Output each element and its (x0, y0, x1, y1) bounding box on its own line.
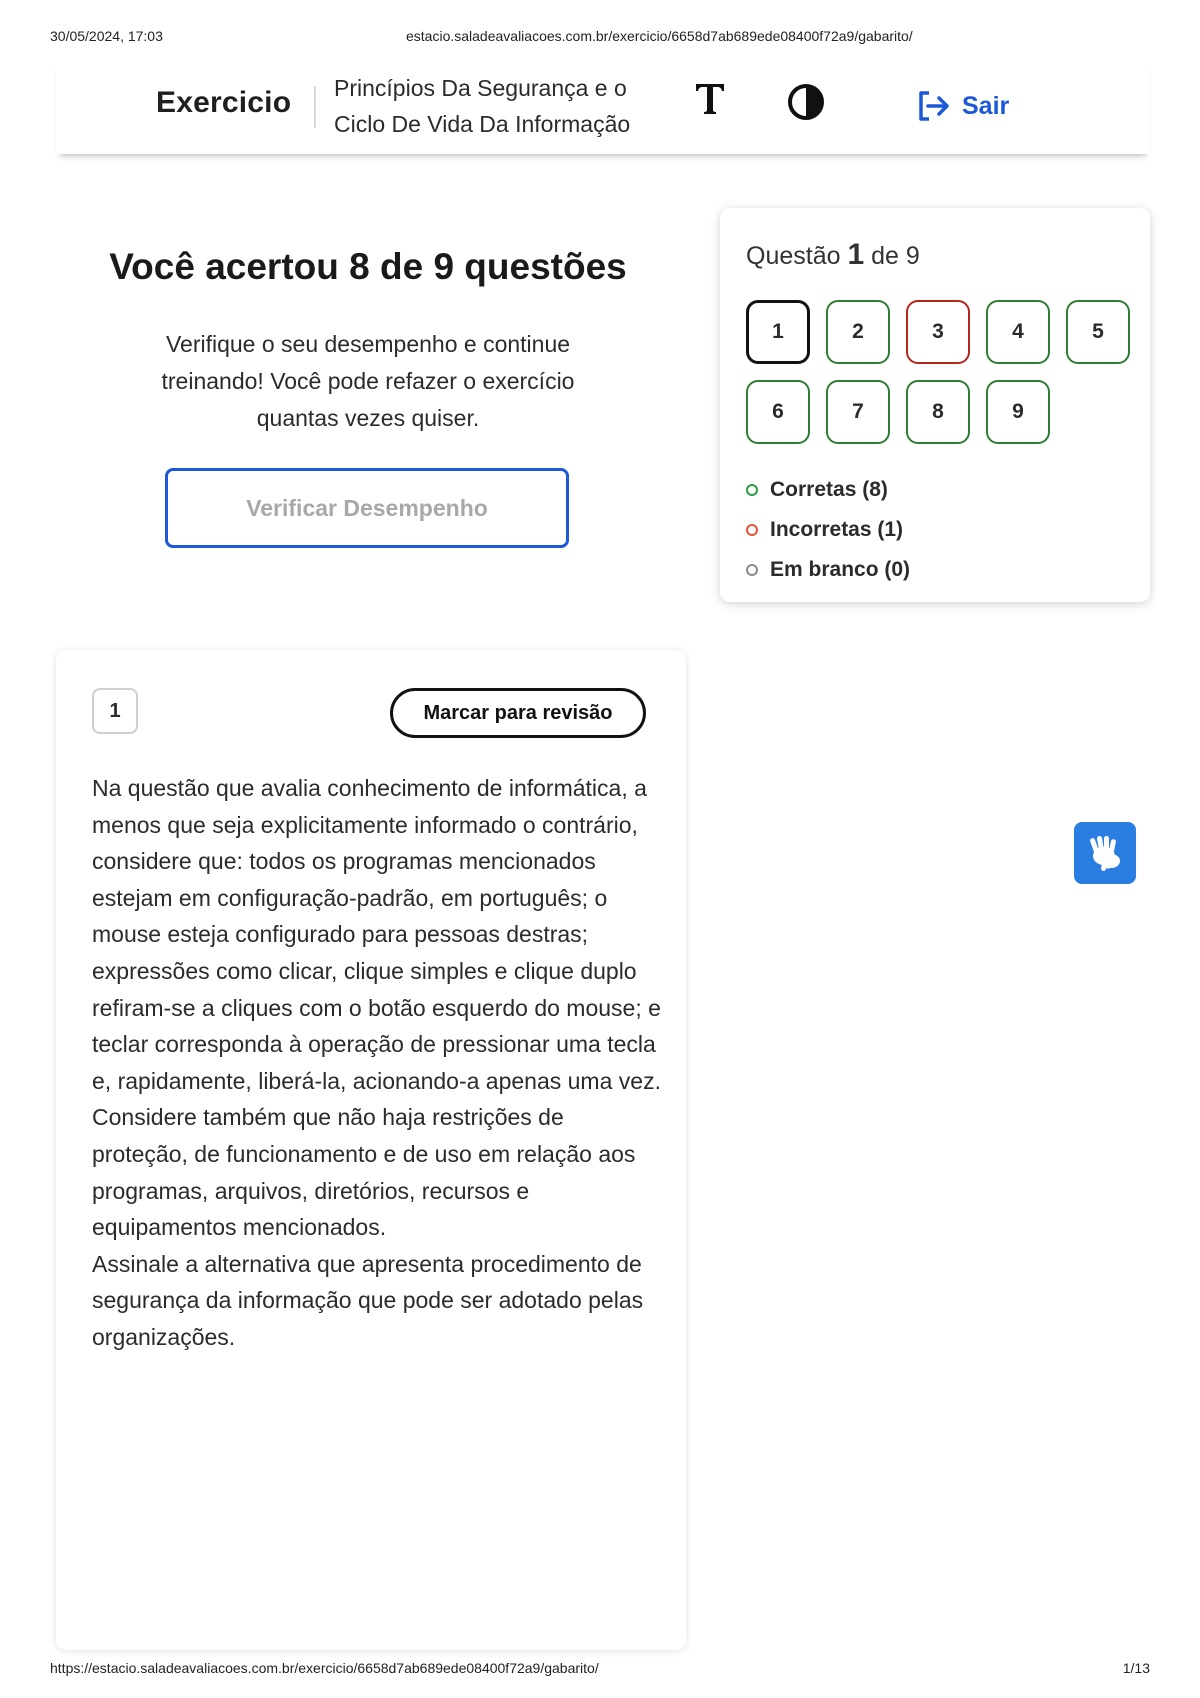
question-button-7[interactable]: 7 (826, 380, 890, 444)
print-page-number: 1/13 (1122, 1660, 1150, 1676)
logout-icon (916, 89, 950, 123)
sign-language-button[interactable] (1074, 822, 1136, 884)
legend-blank (746, 550, 910, 590)
verify-performance-button[interactable]: Verificar Desempenho (165, 468, 569, 548)
question-button-1[interactable]: 1 (746, 300, 810, 364)
question-button-6[interactable]: 6 (746, 380, 810, 444)
print-url: estacio.saladeavaliacoes.com.br/exercicio/6658d7ab689ede08400f72a9/gabarito/ (406, 28, 913, 44)
legend-incorrect-label: Incorretas (1) (770, 518, 904, 541)
question-counter-total: 9 (905, 242, 920, 270)
top-navigation-bar (56, 58, 1150, 154)
legend-blank-label: Em branco (0) (770, 558, 911, 581)
sign-language-hands-icon (1083, 831, 1127, 875)
question-button-2[interactable]: 2 (826, 300, 890, 364)
question-paragraph-1: Na questão que avalia conhecimento de informática, a menos que seja explicitamente informado o contrário, considere que: todos os programas mencionados estejam em configuração-padrão, em português; o mouse esteja configurado para pessoas destras; expressões como clicar, clique simples e clique duplo refiram-se a cliques com o botão esquerdo do mouse; e teclar corresponda à operação de pressionar uma tecla e, rapidamente, liberá-la, acionando-a apenas uma vez. Considere também que não haja restrições de proteção, de funcionamento e de uso em relação aos programas, arquivos, diretórios, recursos e equipamentos mencionados. (92, 775, 661, 1241)
correct-status-dot-icon (746, 484, 758, 496)
question-button-4[interactable]: 4 (986, 300, 1050, 364)
result-description: Verifique o seu desempenho e continue treinando! Você pode refazer o exercício quantas vezes quiser. (161, 331, 575, 431)
status-legend (746, 470, 910, 590)
print-datetime: 30/05/2024, 17:03 (50, 28, 163, 44)
blank-status-dot-icon (746, 564, 758, 576)
question-button-8[interactable]: 8 (906, 380, 970, 444)
contrast-icon[interactable] (786, 82, 826, 122)
subject-line-1: Princípios Da Segurança e o (334, 75, 627, 101)
result-summary (60, 230, 676, 521)
question-counter-middle: de (871, 242, 899, 270)
question-number-badge: 1 (92, 688, 138, 734)
incorrect-status-dot-icon (746, 524, 758, 536)
exercise-subject (334, 70, 674, 142)
question-counter-current: 1 (847, 238, 865, 271)
font-size-icon[interactable] (690, 78, 730, 118)
question-statement (92, 770, 662, 1356)
question-button-5[interactable]: 5 (1066, 300, 1130, 364)
result-title: Você acertou 8 de 9 questões (109, 246, 627, 287)
logout-label: Sair (962, 91, 1010, 120)
mark-for-review-button[interactable]: Marcar para revisão (390, 688, 646, 738)
legend-correct-label: Corretas (8) (770, 478, 888, 501)
print-footer (50, 1660, 1150, 1680)
print-header (50, 28, 1150, 48)
logout-button[interactable] (916, 86, 1009, 126)
legend-incorrect (746, 510, 910, 550)
header-divider (314, 86, 316, 128)
legend-correct (746, 470, 910, 510)
question-counter (746, 238, 920, 272)
brand-title: Exercicio (156, 86, 292, 119)
question-paragraph-2: Assinale a alternativa que apresenta procedimento de segurança da informação que pode ser adotado pelas organizações. (92, 1250, 644, 1350)
question-button-3[interactable]: 3 (906, 300, 970, 364)
print-footer-url: https://estacio.saladeavaliacoes.com.br/exercicio/6658d7ab689ede08400f72a9/gabarito/ (50, 1660, 599, 1676)
question-counter-prefix: Questão (746, 242, 841, 270)
subject-line-2: Ciclo De Vida Da Informação (334, 111, 631, 137)
question-button-9[interactable]: 9 (986, 380, 1050, 444)
question-navigator (720, 208, 1150, 602)
question-card (56, 650, 686, 1650)
